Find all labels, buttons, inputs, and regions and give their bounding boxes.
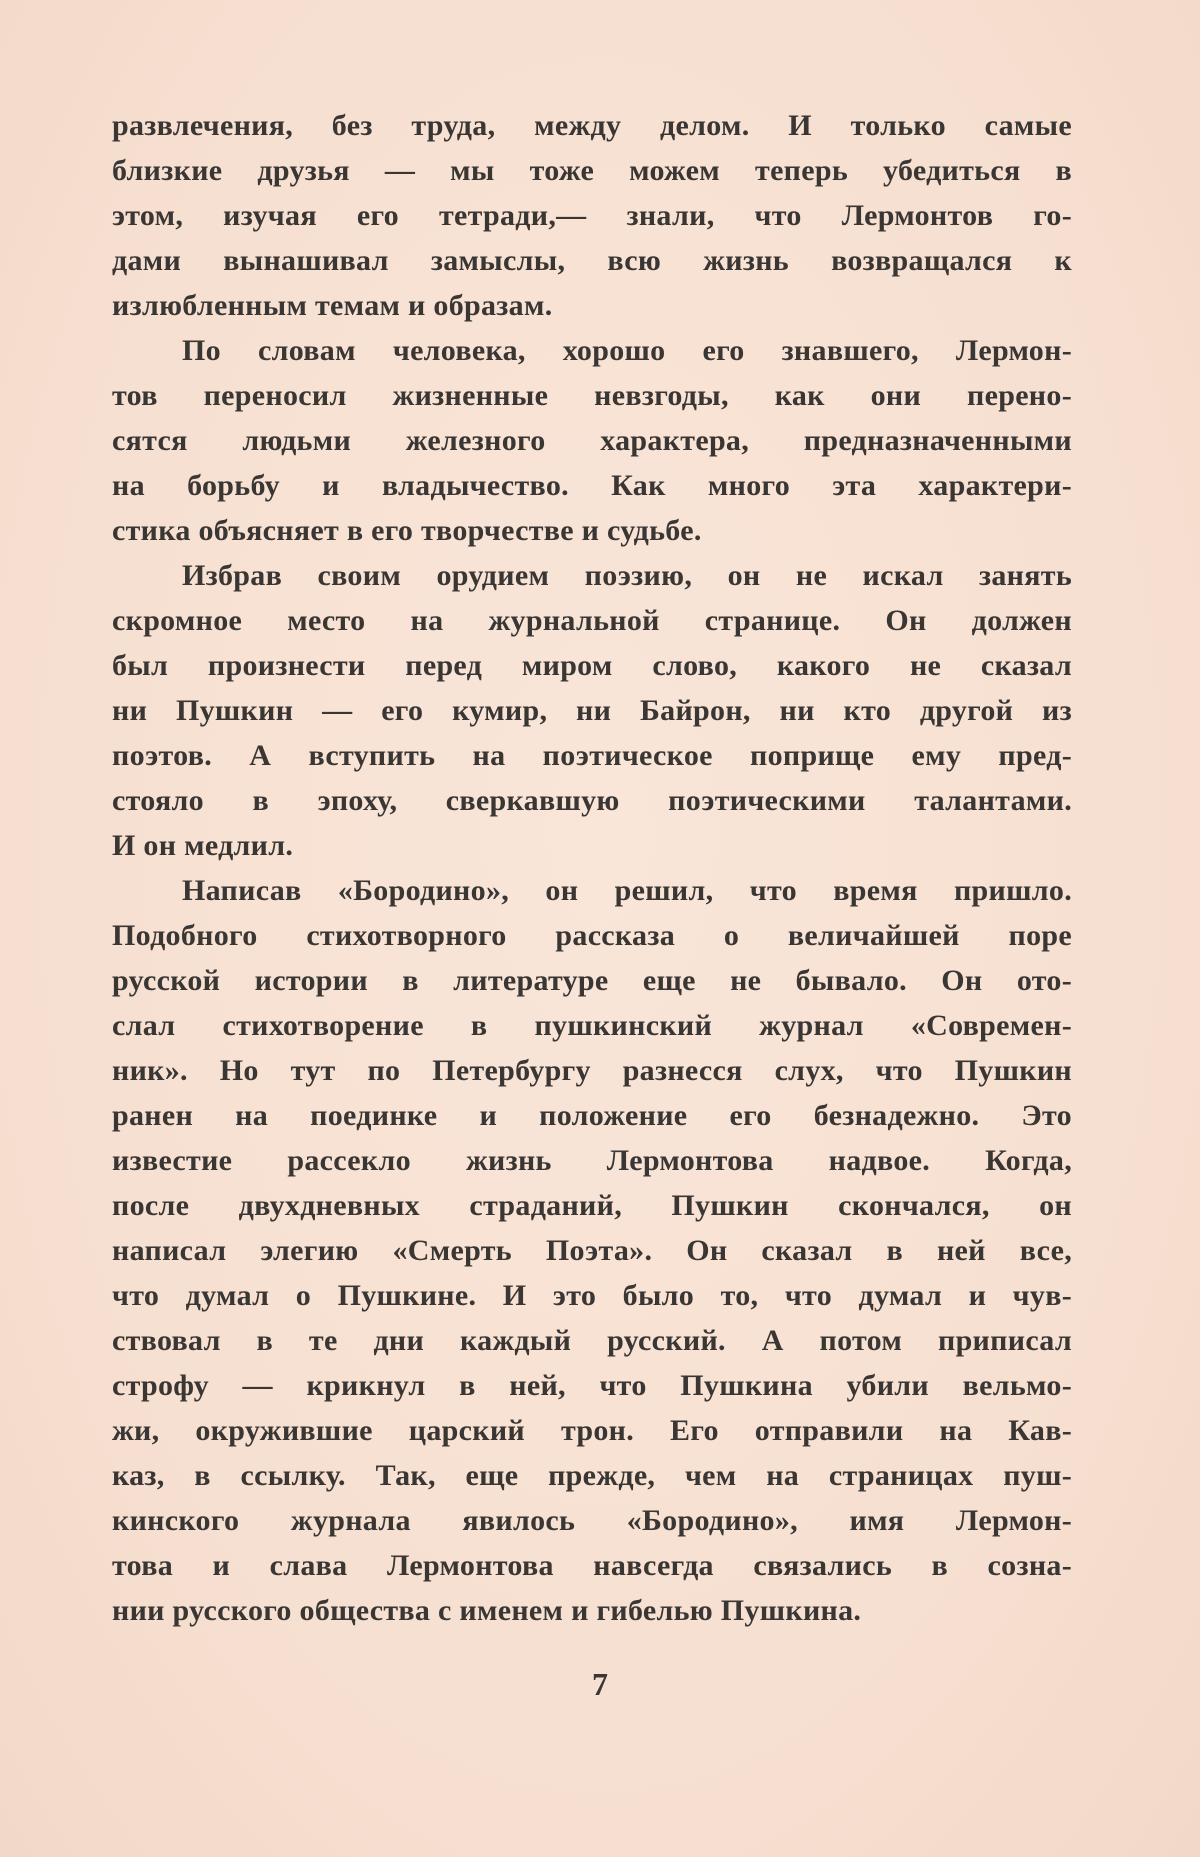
text-line: По словам человека, хорошо его знавшего, Лермон- [182, 334, 1072, 367]
text-line: това и слава Лермонтова навсегда связались в сознa- [112, 1549, 1072, 1582]
text-line: И он медлил. [112, 829, 294, 862]
body-text [112, 103, 1072, 1633]
text-line: сятся людьми железного характера, предназначенными [112, 424, 1072, 457]
text-line: Написав «Бородино», он решил, что время пришло. [182, 874, 1072, 907]
text-line: близкие друзья — мы тоже можем теперь убедиться в [112, 154, 1072, 187]
text-line: ник». Но тут по Петербургу разнесся слух, что Пушкин [112, 1054, 1072, 1087]
text-line: тов переносил жизненные невзгоды, как они перено- [112, 379, 1072, 412]
text-line: ствовал в те дни каждый русский. А потом приписал [112, 1324, 1072, 1357]
text-line: дами вынашивал замыслы, всю жизнь возвращался к [112, 244, 1072, 277]
text-line: скромное место на журнальной странице. Он должен [112, 604, 1072, 637]
text-line: каз, в ссылку. Так, еще прежде, чем на страницах пуш- [112, 1459, 1072, 1492]
text-line: строфу — крикнул в ней, что Пушкина убили вельмо- [112, 1369, 1072, 1402]
text-line: этом, изучая его тетради,— знали, что Лермонтов го- [112, 199, 1072, 232]
text-line: стика объясняет в его творчестве и судьбе. [112, 514, 702, 547]
text-line: что думал о Пушкине. И это было то, что думал и чув- [112, 1279, 1072, 1312]
text-line: после двухдневных страданий, Пушкин скончался, он [112, 1189, 1072, 1222]
text-line: русской истории в литературе еще не бывало. Он ото- [112, 964, 1072, 997]
text-line: излюбленным темам и образам. [112, 289, 553, 322]
text-line: известие рассекло жизнь Лермонтова надвое. Когда, [112, 1144, 1072, 1177]
text-line: написал элегию «Смерть Поэта». Он сказал в ней все, [112, 1234, 1072, 1267]
text-line: Избрав своим орудием поэзию, он не искал занять [182, 559, 1072, 592]
text-line: нии русского общества с именем и гибелью Пушкина. [112, 1594, 862, 1627]
text-line: Подобного стихотворного рассказа о величайшей поре [112, 919, 1072, 952]
text-line: был произнести перед миром слово, какого не сказал [112, 649, 1072, 682]
text-line: на борьбу и владычество. Как много эта характери- [112, 469, 1072, 502]
text-line: ранен на поединке и положение его безнадежно. Это [112, 1099, 1072, 1132]
text-line: слал стихотворение в пушкинский журнал «Современ- [112, 1009, 1072, 1042]
text-line: развлечения, без труда, между делом. И только самые [112, 109, 1072, 142]
text-line: кинского журнала явилось «Бородино», имя Лермон- [112, 1504, 1072, 1537]
text-line: стояло в эпоху, сверкавшую поэтическими талантами. [112, 784, 1072, 817]
text-line: жи, окружившие царский трон. Его отправили на Кав- [112, 1414, 1072, 1447]
text-line: поэтов. А вступить на поэтическое поприще ему пред- [112, 739, 1072, 772]
page-number: 7 [592, 1666, 608, 1702]
text-line: ни Пушкин — его кумир, ни Байрон, ни кто другой из [112, 694, 1072, 727]
